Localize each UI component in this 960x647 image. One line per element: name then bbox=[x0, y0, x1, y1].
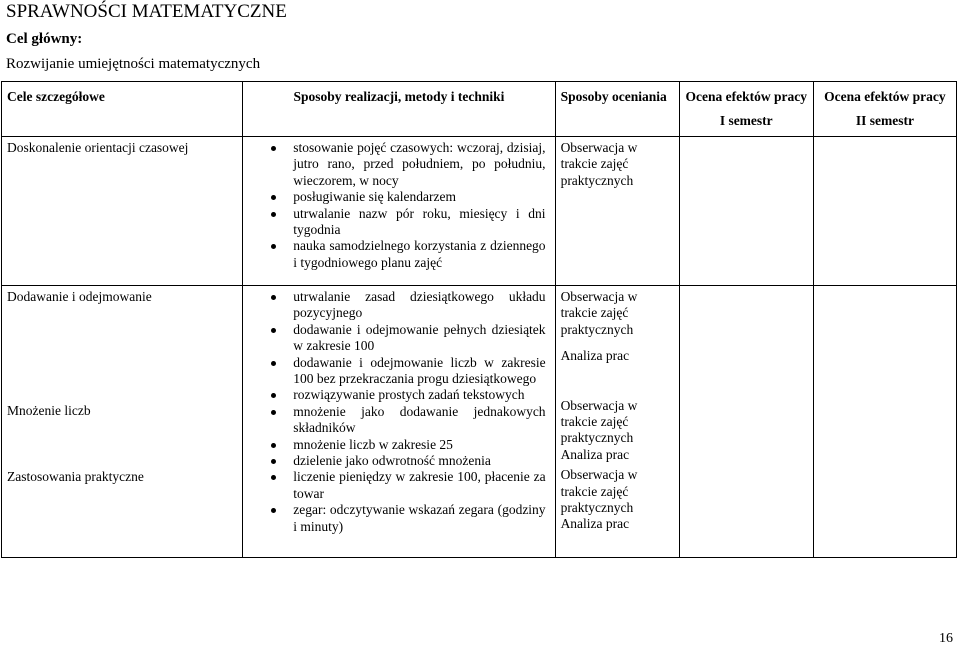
list-item: liczenie pieniędzy w zakresie 100, płacenie za towar bbox=[293, 469, 549, 502]
assessment-cell bbox=[555, 286, 679, 558]
evaluation-sem2-cell bbox=[813, 286, 956, 558]
evaluation-sem2-cell bbox=[813, 137, 956, 286]
methods-cell bbox=[243, 137, 555, 286]
main-goal-label: Cel główny: bbox=[6, 31, 83, 47]
list-item: mnożenie liczb w zakresie 25 bbox=[293, 437, 549, 453]
assessment-text: Analiza prac bbox=[560, 516, 630, 532]
assessment-text: Analiza prac bbox=[560, 348, 630, 364]
list-item: posługiwanie się kalendarzem bbox=[293, 189, 549, 205]
assessment-text: Obserwacja w trakcie zajęć praktycznych bbox=[560, 289, 638, 337]
list-item: dodawanie i odejmowanie liczb w zakresie 100 bez przekraczania progu dziesiątkowego bbox=[293, 355, 549, 388]
goal-text: Doskonalenie orientacji czasowej bbox=[7, 140, 189, 155]
list-item: mnożenie jako dodawanie jednakowych składników bbox=[293, 404, 549, 437]
table-row bbox=[2, 286, 957, 558]
list-item: dodawanie i odejmowanie pełnych dziesiątek w zakresie 100 bbox=[293, 322, 549, 355]
assessment-text: Analiza prac bbox=[560, 446, 630, 462]
header-evaluation-sem1 bbox=[679, 82, 813, 137]
page-number: 16 bbox=[939, 631, 953, 646]
assessment-text: Obserwacja w trakcie zajęć praktycznych bbox=[560, 467, 638, 516]
evaluation-sem1-cell bbox=[679, 286, 813, 558]
goal-cell bbox=[2, 137, 243, 286]
page-title: SPRAWNOŚCI MATEMATYCZNE bbox=[6, 1, 287, 22]
header-methods: Sposoby realizacji, metody i techniki bbox=[243, 82, 555, 137]
assessment-text: Obserwacja w trakcie zajęć praktycznych bbox=[560, 140, 638, 188]
list-item: zegar: odczytywanie wskazań zegara (godziny i minuty) bbox=[293, 502, 549, 535]
table-header-row bbox=[2, 82, 957, 137]
goal-text: Zastosowania praktyczne bbox=[7, 468, 144, 484]
list-item: stosowanie pojęć czasowych: wczoraj, dzisiaj, jutro rano, przed południem, po południu, wieczorem, w nocy bbox=[293, 140, 549, 189]
header-assessment: Sposoby oceniania bbox=[555, 82, 679, 137]
header-evaluation-sem1-line1: Ocena efektów pracy bbox=[685, 89, 807, 104]
list-item: utrwalanie nazw pór roku, miesięcy i dni tygodnia bbox=[293, 206, 549, 239]
goal-cell bbox=[2, 286, 243, 558]
goal-text: Dodawanie i odejmowanie bbox=[7, 289, 152, 304]
header-evaluation-sem1-line2: I semestr bbox=[719, 113, 773, 128]
methods-cell bbox=[243, 286, 555, 558]
list-item: rozwiązywanie prostych zadań tekstowych bbox=[293, 387, 549, 403]
header-evaluation-sem2 bbox=[813, 82, 956, 137]
assessment-cell bbox=[555, 137, 679, 286]
assessment-text: Obserwacja w trakcie zajęć praktycznych bbox=[560, 397, 638, 446]
main-goal-text: Rozwijanie umiejętności matematycznych bbox=[6, 56, 261, 72]
header-evaluation-sem2-line2: II semestr bbox=[855, 113, 914, 128]
list-item: utrwalanie zasad dziesiątkowego układu pozycyjnego bbox=[293, 289, 549, 322]
list-item: nauka samodzielnego korzystania z dziennego i tygodniowego planu zajęć bbox=[293, 238, 549, 271]
table-row bbox=[2, 137, 957, 286]
list-item: dzielenie jako odwrotność mnożenia bbox=[293, 453, 549, 469]
header-evaluation-sem2-line1: Ocena efektów pracy bbox=[824, 89, 946, 104]
header-specific-goals: Cele szczegółowe bbox=[2, 82, 243, 137]
evaluation-sem1-cell bbox=[679, 137, 813, 286]
goal-text: Mnożenie liczb bbox=[7, 403, 91, 419]
objectives-table bbox=[1, 81, 957, 558]
